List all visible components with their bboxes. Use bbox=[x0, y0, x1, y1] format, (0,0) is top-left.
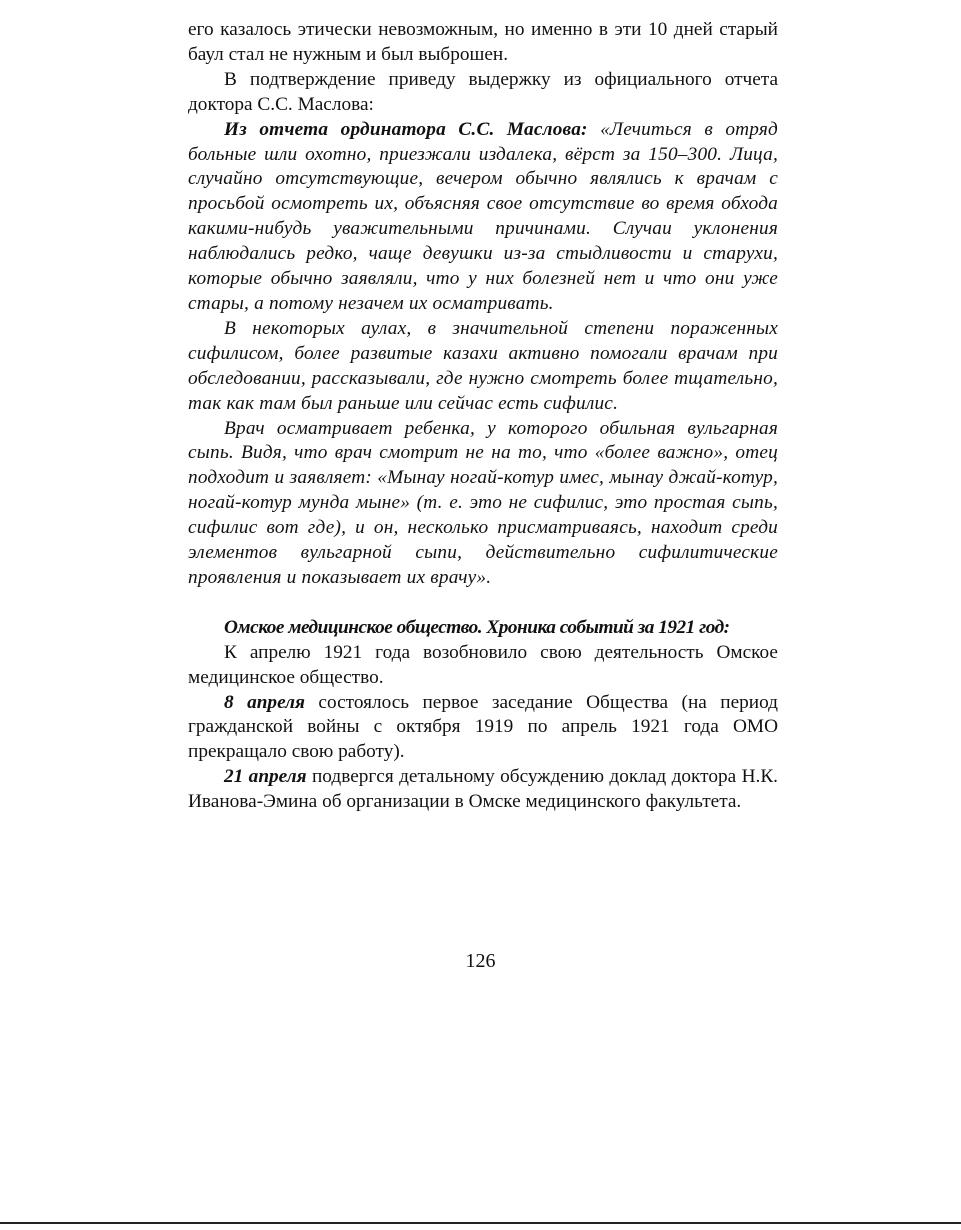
page-number: 126 bbox=[465, 950, 496, 972]
section-gap bbox=[188, 591, 778, 616]
intro-text: его казалось этически невозможным, но именно в эти 10 дней старый баул стал не нужным и был выброшен. bbox=[188, 19, 778, 65]
paragraph-april bbox=[188, 641, 778, 691]
lead-in-text: В подтверждение приведу выдержку из официального отчета доктора С.С. Маслова: bbox=[188, 68, 778, 115]
quote-source-label: Из отчета ординатора С.С. Маслова: bbox=[224, 118, 588, 140]
date-21-april: 21 апреля bbox=[224, 766, 307, 788]
bottom-edge-line bbox=[0, 1222, 961, 1224]
paragraph-april-text: К апрелю 1921 года возобновило свою деятельность Омское медицинское общество. bbox=[188, 641, 778, 688]
section-heading: Омское медицинское общество. Хроника событий за 1921 год: bbox=[224, 616, 730, 638]
paragraph-21-april bbox=[188, 765, 778, 815]
quote-paragraph-2 bbox=[188, 317, 778, 417]
date-8-april: 8 апреля bbox=[224, 691, 305, 713]
quote-paragraph-3 bbox=[188, 417, 778, 591]
paragraph-21-april-text: подвергся детальному обсуждению доклад доктора Н.К. Иванова-Эмина об организации в Омске медицинского факультета. bbox=[188, 766, 778, 813]
lead-in-paragraph bbox=[188, 68, 778, 118]
paragraph-8-april-text: состоялось первое заседание Общества (на период гражданской войны с октября 1919 по апрель 1921 года ОМО прекращало свою работу). bbox=[188, 691, 778, 763]
quote-paragraph-2-text: В некоторых аулах, в значительной степени пораженных сифилисом, более развитые казахи активно помогали врачам при обследовании, рассказывали, где нужно смотреть более тщательно, так как там был раньше или сейчас есть сифилис. bbox=[188, 317, 778, 414]
quote-paragraph-3-text: Врач осматривает ребенка, у которого обильная вульгарная сыпь. Видя, что врач смотрит не на то, что «более важно», отец подходит и заявляет: «Мынау ногай-котур имес, мынау джай-котур, ногай-котур мунда мыне» (т. е. это не сифилис, это простая сыпь, сифилис вот где), и он, несколько присматриваясь, находит среди элементов вульгарной сыпи, действительно сифилитические проявления и показывает их врачу». bbox=[188, 417, 778, 588]
quote-paragraph-1-text: «Лечиться в отряд больные шли охотно, приезжали издалека, вёрст за 150–300. Лица, случайно отсутствующие, вечером обычно являлись к врачам с просьбой осмотреть их, объясняя свое отсутствие во время обхода какими-нибудь уважительными причинами. Случаи уклонения наблюдались редко, чаще девушки из-за стыдливости и старухи, которые обычно заявляли, что у них болезней нет и что они уже стары, а потому незачем их осматривать. bbox=[188, 118, 778, 314]
paragraph-8-april bbox=[188, 691, 778, 766]
intro-paragraph bbox=[188, 18, 778, 68]
body-text bbox=[188, 18, 778, 815]
quote-paragraph-1 bbox=[188, 118, 778, 317]
